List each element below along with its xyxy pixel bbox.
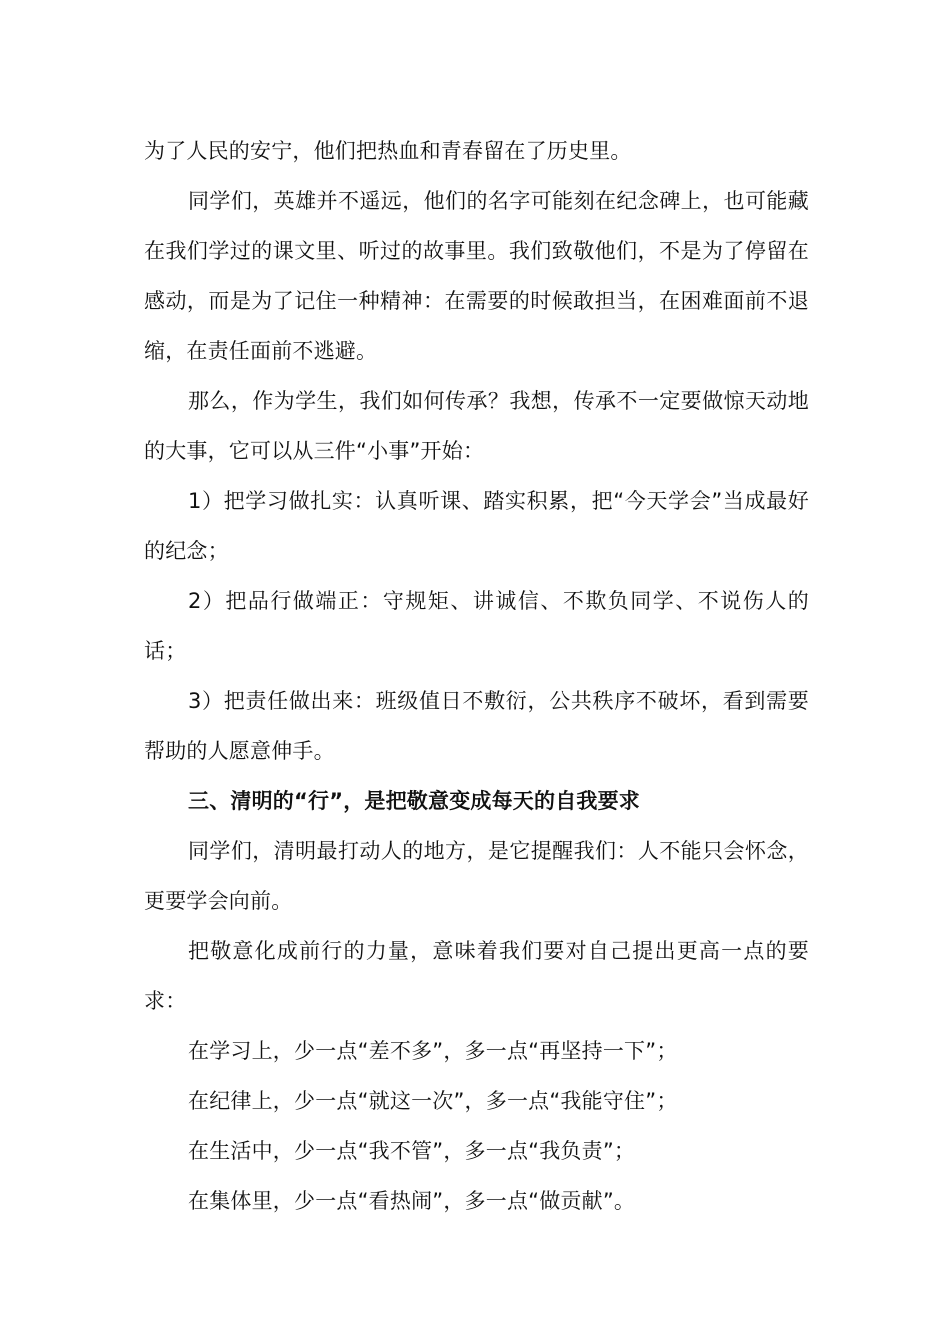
- requirement-discipline: 在纪律上，少一点“就这一次”，多一点“我能守住”；: [188, 1089, 678, 1113]
- paragraph-higher-requirements: 把敬意化成前行的力量，意味着我们要对自己提出更高一点的要求：: [144, 939, 809, 1013]
- paragraph-move-forward: 同学们，清明最打动人的地方，是它提醒我们：人不能只会怀念，更要学会向前。: [144, 839, 809, 913]
- list-item-study: 1）把学习做扎实：认真听课、踏实积累，把“今天学会”当成最好的纪念；: [144, 489, 809, 563]
- body-text: [144, 126, 809, 1226]
- list-item-conduct: 2）把品行做端正：守规矩、讲诚信、不欺负同学、不说伤人的话；: [144, 589, 809, 663]
- requirement-life: 在生活中，少一点“我不管”，多一点“我负责”；: [188, 1139, 636, 1163]
- section-heading-3: 三、清明的“行”，是把敬意变成每天的自我要求: [188, 789, 641, 813]
- list-item-responsibility: 3）把责任做出来：班级值日不敷衍，公共秩序不破坏，看到需要帮助的人愿意伸手。: [144, 689, 809, 763]
- paragraph-inherit-question: 那么，作为学生，我们如何传承？我想，传承不一定要做惊天动地的大事，它可以从三件“小事”开始：: [144, 389, 809, 463]
- paragraph-heroes: 同学们，英雄并不遥远，他们的名字可能刻在纪念碑上，也可能藏在我们学过的课文里、听过的故事里。我们致敬他们，不是为了停留在感动，而是为了记住一种精神：在需要的时候敢担当，在困难面前不退缩，在责任面前不逃避。: [144, 189, 809, 363]
- requirement-collective: 在集体里，少一点“看热闹”，多一点“做贡献”。: [188, 1189, 636, 1213]
- paragraph-continuation: 为了人民的安宁，他们把热血和青春留在了历史里。: [144, 139, 632, 163]
- requirement-study: 在学习上，少一点“差不多”，多一点“再坚持一下”；: [188, 1039, 678, 1063]
